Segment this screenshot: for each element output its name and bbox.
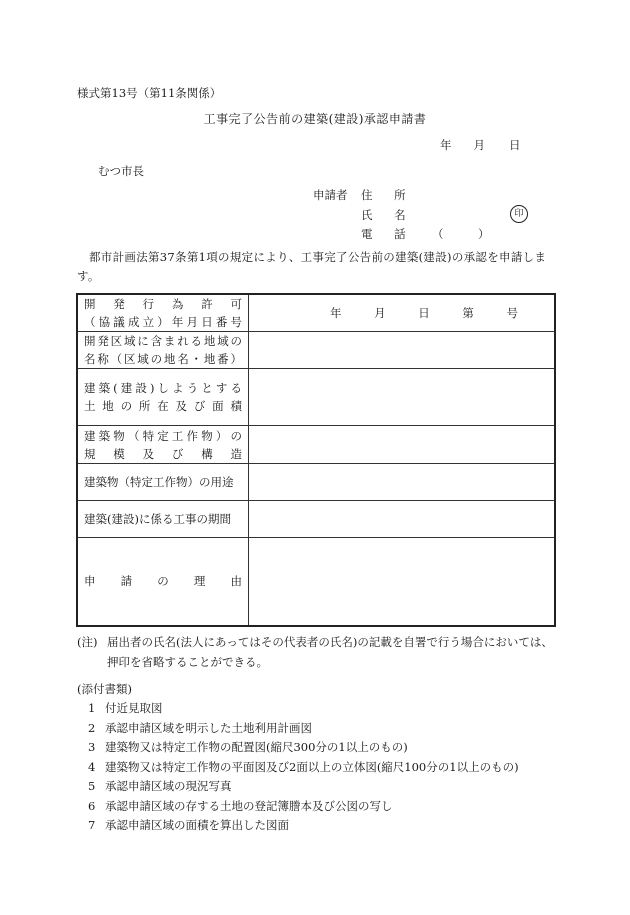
note-text: 届出者の氏名(法人にあってはその代表者の氏名)の記載を自署で行う場合においては、押印を省略することができる。 [107, 635, 553, 669]
list-item: 5 承認申請区域の現況写真 [88, 779, 232, 793]
table-row [77, 332, 555, 369]
area-name-label: 開発区域に含まれる地域の 名称（区域の地名・地番） [77, 332, 249, 369]
attachments-list [88, 701, 519, 838]
application-table [76, 293, 556, 627]
list-item: 6 承認申請区域の存する土地の登記簿謄本及び公図の写し [88, 798, 393, 813]
construction-period-value[interactable] [249, 501, 556, 538]
seal-mark-icon: 印 [510, 205, 528, 223]
land-location-value[interactable] [249, 369, 556, 426]
addressee: むつ市長 [98, 164, 144, 178]
building-use-label: 建築物（特定工作物）の用途 [77, 464, 249, 501]
area-name-value[interactable] [249, 332, 556, 369]
table-row [77, 369, 555, 426]
applicant-label: 申請者 [313, 188, 348, 202]
table-row [77, 294, 555, 332]
construction-period-label: 建築(建設)に係る工事の期間 [77, 501, 249, 538]
permit-date-number-value[interactable]: 年 月 日 第 号 [249, 294, 556, 332]
date-month-label: 月 [473, 138, 485, 152]
document-title: 工事完了公告前の建築(建設)承認申請書 [203, 112, 427, 126]
table-row [77, 538, 555, 626]
tel-paren: （ ） [432, 227, 490, 241]
building-scale-label: 建築物（特定工作物）の 規模及び構造 [77, 426, 249, 464]
list-item: 7 承認申請区域の面積を算出した図面 [88, 818, 289, 832]
reason-value[interactable] [249, 538, 556, 626]
list-item: 2 承認申請区域を明示した土地利用計画図 [88, 720, 312, 735]
address-label-text: 住 所 [361, 188, 415, 202]
table-row [77, 426, 555, 464]
building-scale-value[interactable] [249, 426, 556, 464]
list-item: 3 建築物又は特定工作物の配置図(縮尺300分の1以上のもの) [88, 740, 408, 754]
body-text: 都市計画法第37条第1項の規定により、工事完了公告前の建築(建設)の承認を申請します。 [77, 250, 547, 283]
date-year-label: 年 [440, 138, 452, 152]
attachments-title: (添付書類) [77, 682, 132, 696]
tel-label-text: 電 話 [361, 227, 415, 241]
list-item: 1 付近見取図 [88, 701, 163, 715]
name-label [361, 208, 415, 223]
building-use-value[interactable] [249, 464, 556, 501]
form-number: 様式第13号（第11条関係） [77, 86, 222, 100]
address-label [361, 188, 415, 203]
date-line [440, 138, 521, 153]
table-row [77, 464, 555, 501]
land-location-label: 建築(建設)しようとする 土地の所在及び面積 [77, 369, 249, 426]
permit-date-number-label: 開 発 行 為 許 可 （協議成立）年月日番号 [77, 294, 249, 332]
date-day-label: 日 [509, 138, 521, 152]
tel-label [361, 227, 415, 242]
table-row [77, 501, 555, 538]
note-prefix: (注) [77, 635, 98, 649]
note [77, 632, 557, 672]
list-item: 4 建築物又は特定工作物の平面図及び2面以上の立体図(縮尺100分の1以上のもの) [88, 759, 519, 774]
name-label-text: 氏 名 [361, 208, 415, 222]
reason-label: 申請の理由 [77, 538, 249, 626]
